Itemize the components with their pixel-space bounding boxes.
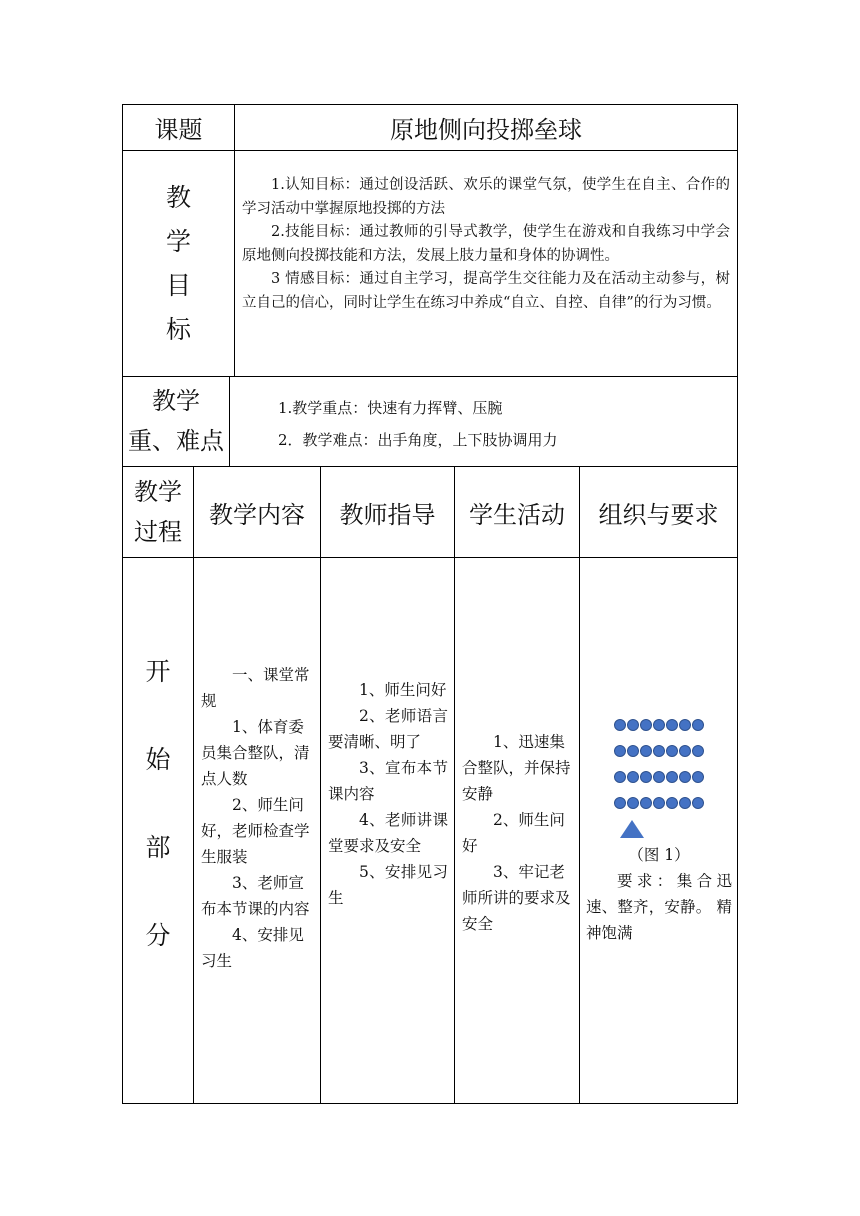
row-divider — [122, 557, 738, 558]
objective-item: 3 情感目标：通过自主学习，提高学生交往能力及在活动主动参与，树立自己的信心，同时让学生在练习中养成“自立、自控、自律”的行为习惯。 — [242, 271, 730, 311]
start-label-char: 开 — [145, 657, 171, 686]
column-divider — [454, 466, 455, 1103]
teacher-item: 4、老师讲课堂要求及安全 — [328, 811, 448, 855]
subject-title: 原地侧向投掷垒球 — [390, 116, 582, 144]
key-points-label — [123, 377, 229, 466]
objectives-label-char: 学 — [165, 226, 191, 256]
student-item: 3、牢记老师所讲的要求及安全 — [462, 863, 571, 933]
objectives-label — [123, 151, 234, 376]
table-border-right — [737, 104, 738, 1104]
organization-column — [586, 712, 732, 946]
table-border-bottom — [122, 1103, 738, 1104]
column-header-organization: 组织与要求 — [598, 500, 719, 529]
content-column — [201, 662, 314, 974]
teacher-item: 2、老师语言要清晰、明了 — [328, 707, 448, 751]
teacher-item: 3、宣布本节课内容 — [328, 759, 448, 803]
objectives-list — [242, 174, 730, 374]
column-header-student: 学生活动 — [469, 500, 565, 529]
column-divider — [320, 466, 321, 1103]
objective-item: 2.技能目标：通过教师的引导式教学，使学生在游戏和自我练习中学会原地侧向投掷技能和方法，发展上肢力量和身体的协调性。 — [242, 224, 730, 264]
column-divider — [193, 466, 194, 1103]
figure-caption: （图 1） — [628, 846, 690, 864]
start-label-char: 分 — [145, 921, 171, 950]
organization-requirement — [586, 868, 732, 946]
content-item: 一、课堂常规 — [201, 666, 310, 710]
objectives-label-char: 目 — [165, 270, 191, 300]
student-row — [614, 712, 704, 738]
objectives-label-char: 标 — [165, 314, 191, 344]
student-column — [462, 729, 574, 937]
teacher-triangle-icon — [620, 820, 644, 838]
start-section-label — [123, 650, 193, 1002]
key-points-label-line: 教学 — [152, 387, 200, 415]
content-item: 1、体育委员集合整队，清点人数 — [201, 718, 310, 788]
process-label-line: 教学 — [134, 478, 182, 506]
column-divider — [579, 466, 580, 1103]
column-header-teacher: 教师指导 — [339, 500, 436, 529]
start-label-char: 始 — [145, 745, 171, 774]
student-item: 2、师生问好 — [462, 811, 565, 855]
requirement-text: 要求：集合迅速、整齐，安静。 精神饱满 — [586, 872, 732, 942]
process-label-line: 过程 — [134, 518, 182, 546]
formation-diagram — [586, 712, 732, 838]
process-label — [123, 467, 193, 557]
content-item: 4、安排见习生 — [201, 926, 304, 970]
column-divider — [229, 376, 230, 466]
key-point-item: 2．教学难点：出手角度，上下肢协调用力 — [278, 431, 558, 449]
subject-label: 课题 — [154, 116, 203, 144]
objective-item: 1.认知目标：通过创设活跃、欢乐的课堂气氛，使学生在自主、合作的学习活动中掌握原地投掷的方法 — [242, 177, 730, 217]
student-item: 1、迅速集合整队，并保持安静 — [462, 733, 571, 803]
key-point-item: 1.教学重点：快速有力挥臂、压腕 — [278, 399, 503, 417]
student-row — [614, 790, 704, 816]
student-row — [614, 738, 704, 764]
student-row — [614, 764, 704, 790]
teacher-item: 1、师生问好 — [359, 681, 447, 699]
objectives-label-char: 教 — [165, 182, 191, 212]
key-points-list — [278, 392, 728, 456]
key-points-label-line: 重、难点 — [128, 427, 224, 455]
column-header-content: 教学内容 — [209, 500, 305, 529]
teacher-item: 5、安排见习生 — [328, 863, 448, 907]
content-item: 3、老师宣布本节课的内容 — [201, 874, 310, 918]
start-label-char: 部 — [145, 833, 171, 862]
content-item: 2、师生问好，老师检查学生服装 — [201, 796, 310, 866]
teacher-column — [328, 677, 448, 911]
